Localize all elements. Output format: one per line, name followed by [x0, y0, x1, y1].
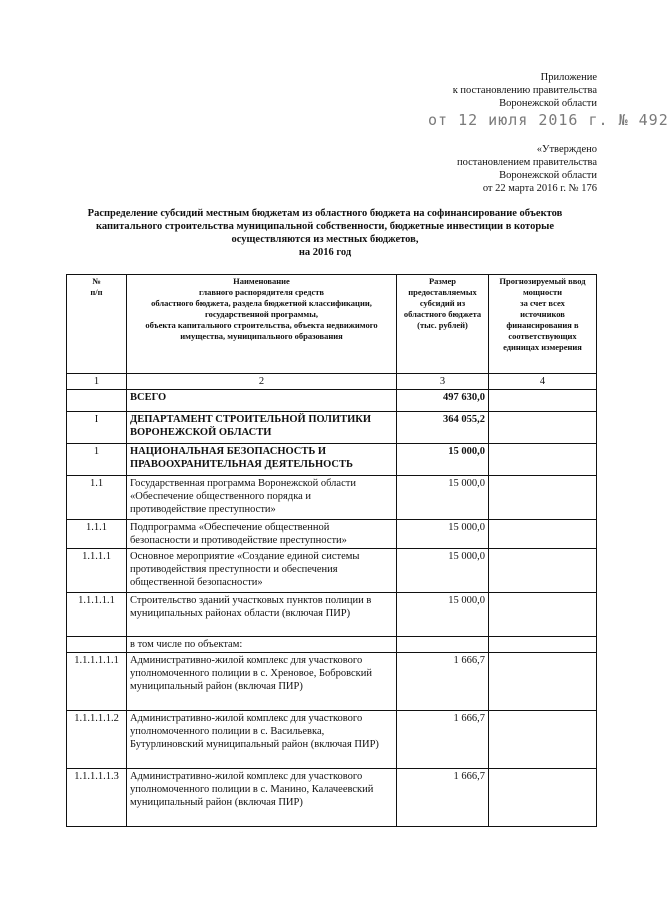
row-name-line: Основное мероприятие «Создание единой системы [130, 551, 360, 562]
row-amount: 15 000,0 [397, 593, 489, 637]
table-header-row [67, 275, 597, 374]
table-row [67, 444, 597, 476]
row-number: 1.1.1.1.1.3 [67, 769, 127, 827]
header-line: областного бюджета, раздела бюджетной классификации, [151, 298, 372, 308]
header-line: соответствующих [508, 331, 577, 341]
row-name-line: общественной безопасности» [130, 577, 263, 588]
header-name [127, 275, 397, 374]
row-capacity [489, 593, 597, 637]
row-capacity [489, 476, 597, 520]
header-line: финансирования в [506, 320, 579, 330]
row-number: 1.1.1.1 [67, 549, 127, 593]
header-line: областного бюджета [403, 309, 482, 319]
header-line: № [92, 276, 101, 286]
row-capacity [489, 711, 597, 769]
row-capacity [489, 390, 597, 412]
row-name [127, 520, 397, 549]
appendix-line: Приложение [540, 72, 597, 83]
row-name-line: Административно-жилой комплекс для участкового [130, 655, 363, 666]
approved-line: «Утверждено [536, 144, 597, 155]
row-number: 1 [67, 444, 127, 476]
table-row [67, 412, 597, 444]
row-amount [397, 637, 489, 653]
row-name-line: Бутурлиновский муниципальный район (включая ПИР) [130, 739, 379, 750]
row-name [127, 444, 397, 476]
row-name-line: муниципальных районах области (включая ПИР) [130, 608, 351, 619]
row-name-line: Административно-жилой комплекс для участкового [130, 771, 363, 782]
row-name-line: ВСЕГО [130, 392, 167, 403]
table-row [67, 769, 597, 827]
row-number: 1.1.1 [67, 520, 127, 549]
row-capacity [489, 520, 597, 549]
row-amount: 15 000,0 [397, 444, 489, 476]
column-number-row [67, 374, 597, 390]
row-name-line: Подпрограмма «Обеспечение общественной [130, 522, 330, 533]
header-line: имущества, муниципального образования [180, 331, 343, 341]
row-capacity [489, 444, 597, 476]
table-row [67, 653, 597, 711]
row-amount: 15 000,0 [397, 520, 489, 549]
row-name-line: Административно-жилой комплекс для участкового [130, 713, 363, 724]
row-number: 1.1.1.1.1 [67, 593, 127, 637]
row-name-line: ДЕПАРТАМЕНТ СТРОИТЕЛЬНОЙ ПОЛИТИКИ [130, 414, 372, 425]
header-line: источников [520, 309, 565, 319]
row-name [127, 653, 397, 711]
row-capacity [489, 653, 597, 711]
row-name-line: уполномоченного полиции в с. Хреновое, Бобровский [130, 668, 372, 679]
header-amount [397, 275, 489, 374]
appendix-line: Воронежской области [499, 98, 597, 109]
row-capacity [489, 769, 597, 827]
row-name [127, 390, 397, 412]
row-amount: 15 000,0 [397, 476, 489, 520]
header-line: главного распорядителя средств [198, 287, 325, 297]
table-row [67, 549, 597, 593]
row-capacity [489, 412, 597, 444]
header-line: Наименование [233, 276, 290, 286]
title-line: капитального строительства муниципальной собственности, бюджетные инвестиции в которые [95, 221, 555, 232]
header-line: за счет всех [520, 298, 565, 308]
table-row [67, 476, 597, 520]
row-name [127, 412, 397, 444]
row-number: 1.1 [67, 476, 127, 520]
row-name [127, 711, 397, 769]
row-name-line: противодействие преступности» [130, 504, 276, 515]
table-row [67, 520, 597, 549]
header-line: п/п [90, 287, 103, 297]
approved-line: Воронежской области [499, 170, 597, 181]
row-name-line: ПРАВООХРАНИТЕЛЬНАЯ ДЕЯТЕЛЬНОСТЬ [130, 459, 353, 470]
row-name [127, 476, 397, 520]
title-line: осуществляются из местных бюджетов, [231, 234, 419, 245]
title-line: Распределение субсидий местным бюджетам из областного бюджета на софинансирование объектов [87, 208, 563, 219]
row-name-line: муниципальный район (включая ПИР) [130, 681, 303, 692]
appendix-block [453, 71, 597, 110]
row-name-line: Строительство зданий участковых пунктов полиции в [130, 595, 372, 606]
row-amount: 1 666,7 [397, 769, 489, 827]
row-number [67, 390, 127, 412]
appendix-line: к постановлению правительства [452, 85, 597, 96]
row-name-line: противодействия преступности и обеспечения [130, 564, 338, 575]
header-line: государственной программы, [205, 309, 318, 319]
row-name-line: уполномоченного полиции в с. Манино, Калачеевский [130, 784, 374, 795]
table-row [67, 711, 597, 769]
approved-block [457, 143, 597, 195]
row-number: 1.1.1.1.1.1 [67, 653, 127, 711]
row-number: 1.1.1.1.1.2 [67, 711, 127, 769]
row-name-line: Государственная программа Воронежской области [130, 478, 356, 489]
col-number-3: 3 [397, 374, 489, 390]
table-row [67, 637, 597, 653]
row-name-line: НАЦИОНАЛЬНАЯ БЕЗОПАСНОСТЬ И [130, 446, 327, 457]
header-line: мощности [522, 287, 563, 297]
subsidies-table [66, 274, 597, 827]
row-amount: 497 630,0 [397, 390, 489, 412]
row-amount: 15 000,0 [397, 549, 489, 593]
col-number-1: 1 [67, 374, 127, 390]
row-amount: 364 055,2 [397, 412, 489, 444]
col-number-4: 4 [489, 374, 597, 390]
header-line: объекта капитального строительства, объекта недвижимого [145, 320, 378, 330]
row-name-line: в том числе по объектам: [130, 639, 243, 650]
row-number [67, 637, 127, 653]
document-title [60, 207, 590, 259]
header-line: единицах измерения [503, 342, 582, 352]
header-line: субсидий из [419, 298, 466, 308]
row-name-line: ВОРОНЕЖСКОЙ ОБЛАСТИ [130, 427, 272, 438]
col-number-2: 2 [127, 374, 397, 390]
row-name [127, 637, 397, 653]
header-line: Размер [428, 276, 457, 286]
row-amount: 1 666,7 [397, 711, 489, 769]
header-line: Прогнозируемый ввод [499, 276, 586, 286]
table-row [67, 593, 597, 637]
header-line: (тыс. рублей) [417, 320, 468, 330]
table-row [67, 390, 597, 412]
date-stamp: от 12 июля 2016 г. № 492 [428, 111, 669, 129]
header-line: предоставляемых [408, 287, 477, 297]
row-capacity [489, 549, 597, 593]
row-name [127, 593, 397, 637]
row-capacity [489, 637, 597, 653]
row-number: I [67, 412, 127, 444]
row-name [127, 549, 397, 593]
row-name-line: безопасности и противодействие преступности» [130, 535, 347, 546]
row-name-line: муниципальный район (включая ПИР) [130, 797, 303, 808]
row-amount: 1 666,7 [397, 653, 489, 711]
row-name [127, 769, 397, 827]
approved-line: постановлением правительства [456, 157, 597, 168]
row-name-line: уполномоченного полиции в с. Васильевка, [130, 726, 325, 737]
header-number [67, 275, 127, 374]
title-line: на 2016 год [298, 247, 352, 258]
header-capacity [489, 275, 597, 374]
row-name-line: «Обеспечение общественного порядка и [130, 491, 312, 502]
approved-line: от 22 марта 2016 г. № 176 [482, 183, 597, 194]
